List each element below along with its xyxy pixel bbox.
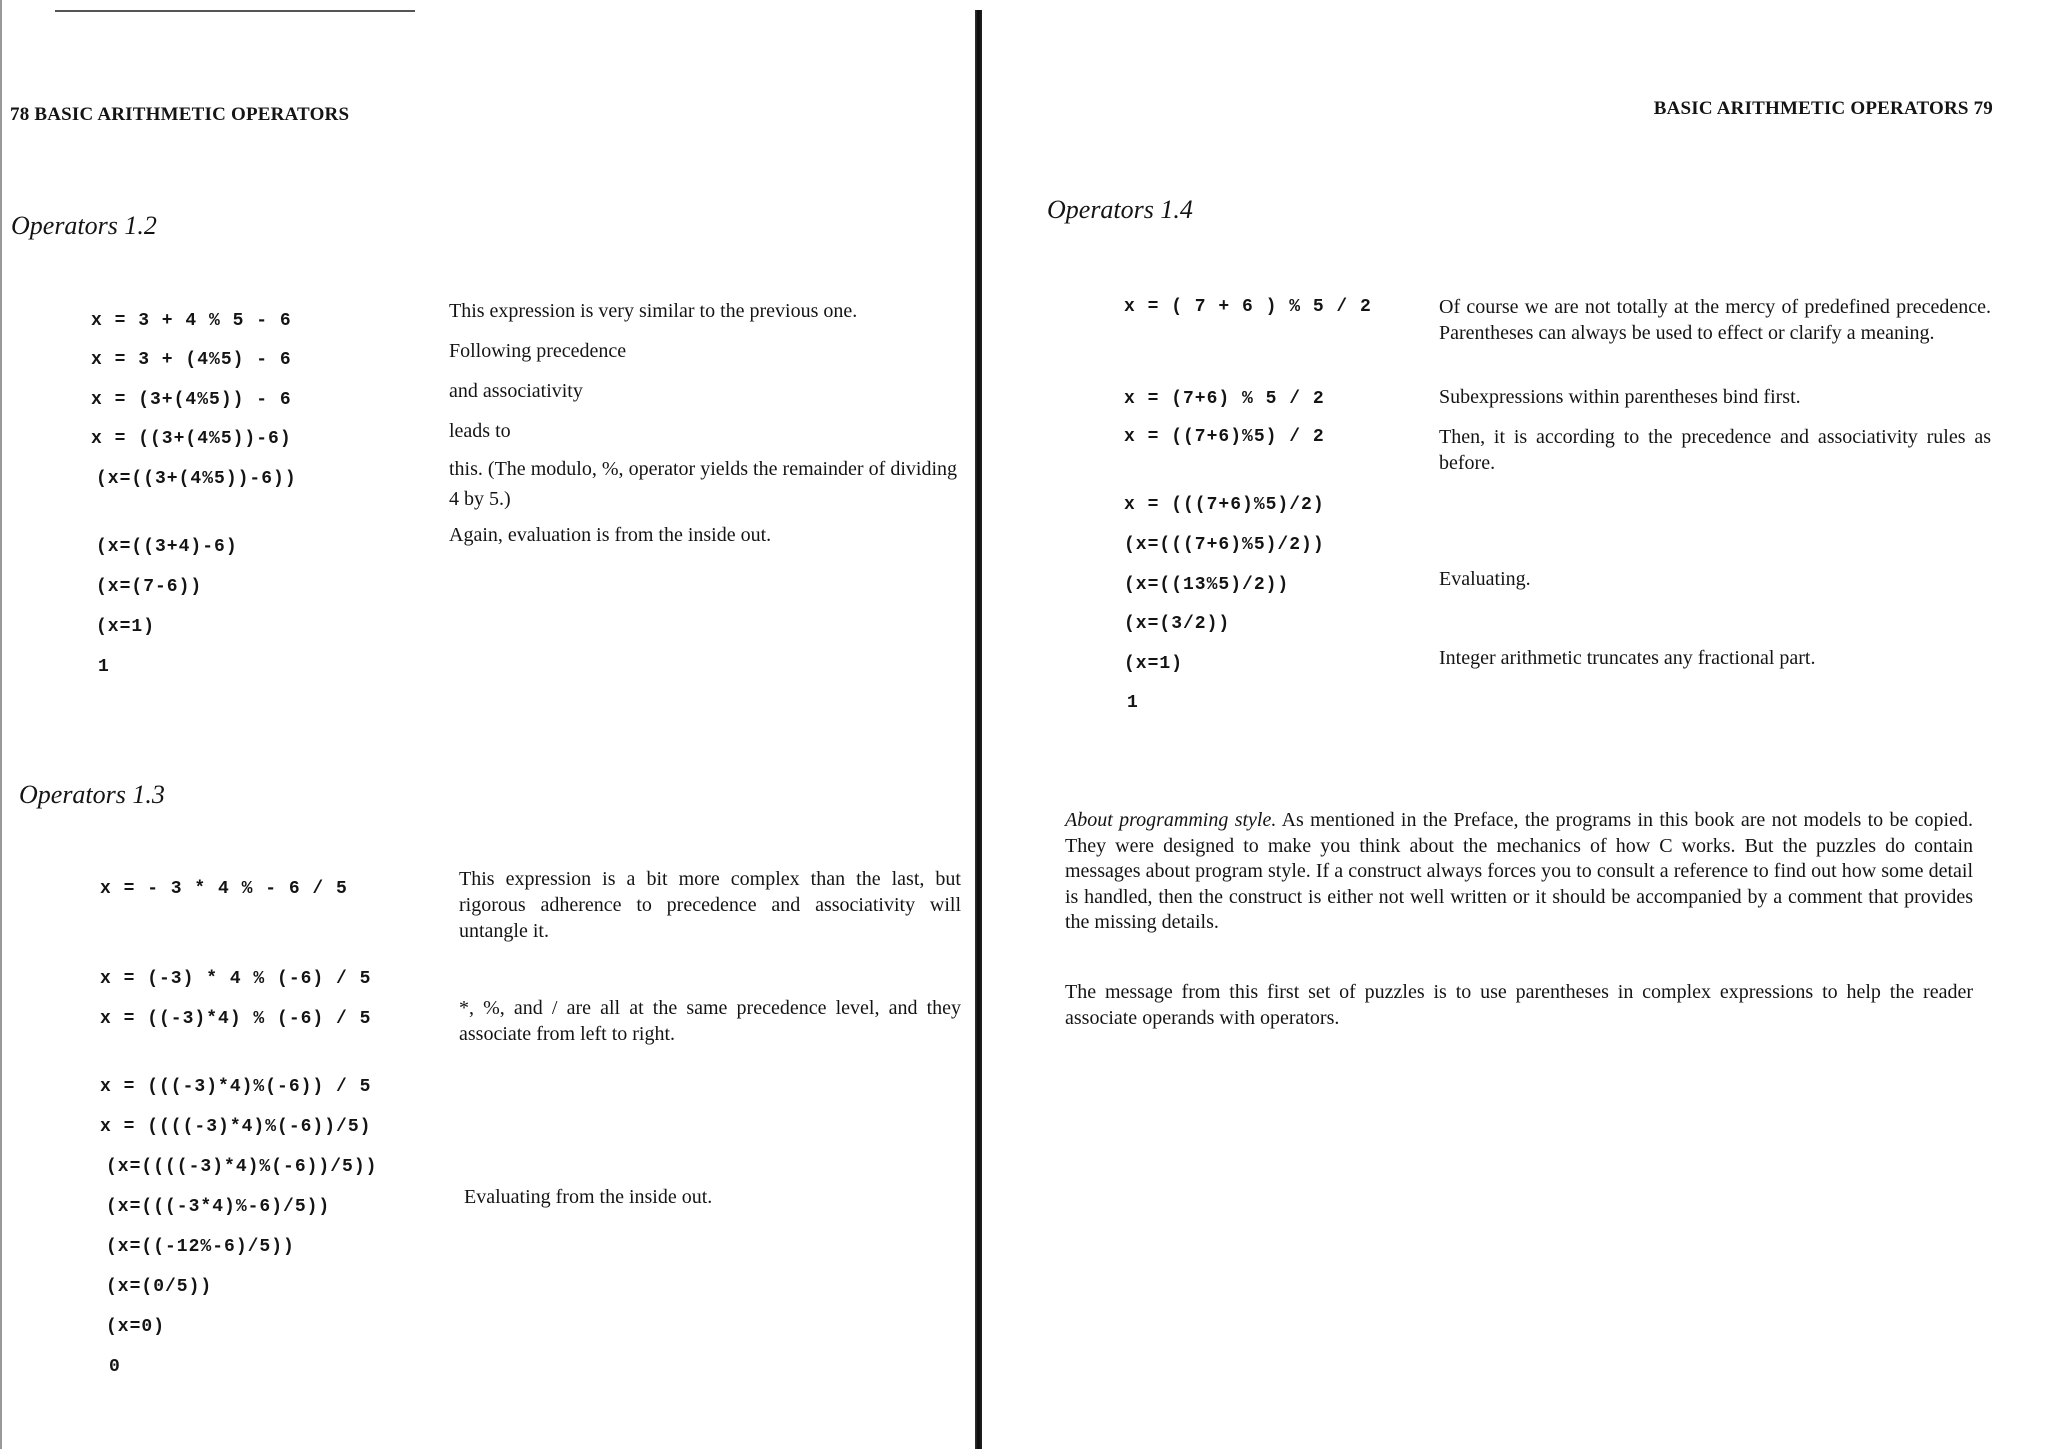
code-line: x = - 3 * 4 % - 6 / 5 (100, 879, 348, 899)
code-line: 0 (109, 1357, 121, 1377)
annotation: Then, it is according to the precedence and associativity rules as before. (1439, 426, 1991, 474)
annotation: and associativity (449, 380, 583, 402)
code-line: (x=(0/5)) (106, 1277, 213, 1297)
code-line: (x=((3+4)-6) (96, 537, 238, 557)
style-paragraph-body: As mentioned in the Preface, the programs in this book are not models to be copied. They were designed to make you think about the mechanics of how C works. But the puzzles do contain messages about program style. If a construct always forces you to consult a reference to find out how some detail is handled, then the construct is either not well written or it should be accompanied by a comment that provides the missing details. (1065, 809, 1973, 933)
annotation: Following precedence (449, 340, 627, 362)
left-page (0, 0, 975, 1449)
code-line: x = ((3+(4%5))-6) (91, 429, 292, 449)
annotation: this. (The modulo, %, operator yields the remainder of dividing 4 by 5.) (449, 458, 957, 510)
annotation: Of course we are not totally at the mercy of predefined precedence. Parentheses can always be used to effect or clarify a meaning. (1439, 296, 1991, 344)
code-line: (x=(3/2)) (1124, 614, 1231, 634)
code-line: x = 3 + (4%5) - 6 (91, 350, 292, 370)
code-line: (x=((3+(4%5))-6)) (96, 469, 297, 489)
annotation: This expression is a bit more complex than the last, but rigorous adherence to precedence and associativity will untangle it. (459, 868, 961, 942)
style-lead: About programming style. (1065, 809, 1277, 831)
code-line: (x=((-12%-6)/5)) (106, 1237, 295, 1257)
code-line: x = (-3) * 4 % (-6) / 5 (100, 969, 372, 989)
annotation: Again, evaluation is from the inside out. (449, 524, 772, 546)
annotation: leads to (449, 420, 511, 442)
code-line: x = (7+6) % 5 / 2 (1124, 389, 1325, 409)
code-line: 1 (98, 657, 110, 677)
code-line: x = ((7+6)%5) / 2 (1124, 427, 1325, 447)
code-line: (x=((13%5)/2)) (1124, 575, 1290, 595)
code-line: x = (3+(4%5)) - 6 (91, 390, 292, 410)
annotation: Subexpressions within parentheses bind first. (1439, 386, 1801, 408)
running-head: BASIC ARITHMETIC OPERATORS 79 (1653, 98, 1993, 119)
style-paragraph: The message from this first set of puzzles is to use parentheses in complex expressions to help the reader associate operands with operators. (1065, 981, 1973, 1029)
right-page (982, 0, 2048, 1449)
code-line: (x=(((7+6)%5)/2)) (1124, 535, 1325, 555)
code-line: x = (((7+6)%5)/2) (1124, 495, 1325, 515)
running-head: 78 BASIC ARITHMETIC OPERATORS (10, 104, 350, 125)
code-line: x = 3 + 4 % 5 - 6 (91, 311, 292, 331)
section-title: Operators 1.4 (1047, 195, 1193, 224)
top-rule (55, 10, 415, 12)
code-line: 1 (1127, 693, 1139, 713)
code-line: (x=(((-3*4)%-6)/5)) (106, 1197, 331, 1217)
code-line: (x=(7-6)) (96, 577, 203, 597)
section-title: Operators 1.2 (11, 211, 157, 240)
code-line: (x=1) (96, 617, 156, 637)
annotation: Evaluating from the inside out. (464, 1186, 713, 1208)
style-paragraph (1065, 808, 1973, 936)
code-line: x = (((-3)*4)%(-6)) / 5 (100, 1077, 372, 1097)
code-line: x = ( 7 + 6 ) % 5 / 2 (1124, 297, 1372, 317)
section-title: Operators 1.3 (19, 780, 165, 809)
code-line: x = ((((-3)*4)%(-6))/5) (100, 1117, 372, 1137)
code-line: (x=1) (1124, 654, 1184, 674)
annotation: Evaluating. (1439, 568, 1531, 590)
code-line: x = ((-3)*4) % (-6) / 5 (100, 1009, 372, 1029)
annotation: *, %, and / are all at the same precedence level, and they associate from left to right. (459, 997, 961, 1045)
annotation: This expression is very similar to the previous one. (449, 300, 858, 322)
book-gutter (975, 10, 982, 1449)
code-line: (x=0) (106, 1317, 166, 1337)
code-line: (x=((((-3)*4)%(-6))/5)) (106, 1157, 378, 1177)
annotation: Integer arithmetic truncates any fractional part. (1439, 647, 1816, 669)
